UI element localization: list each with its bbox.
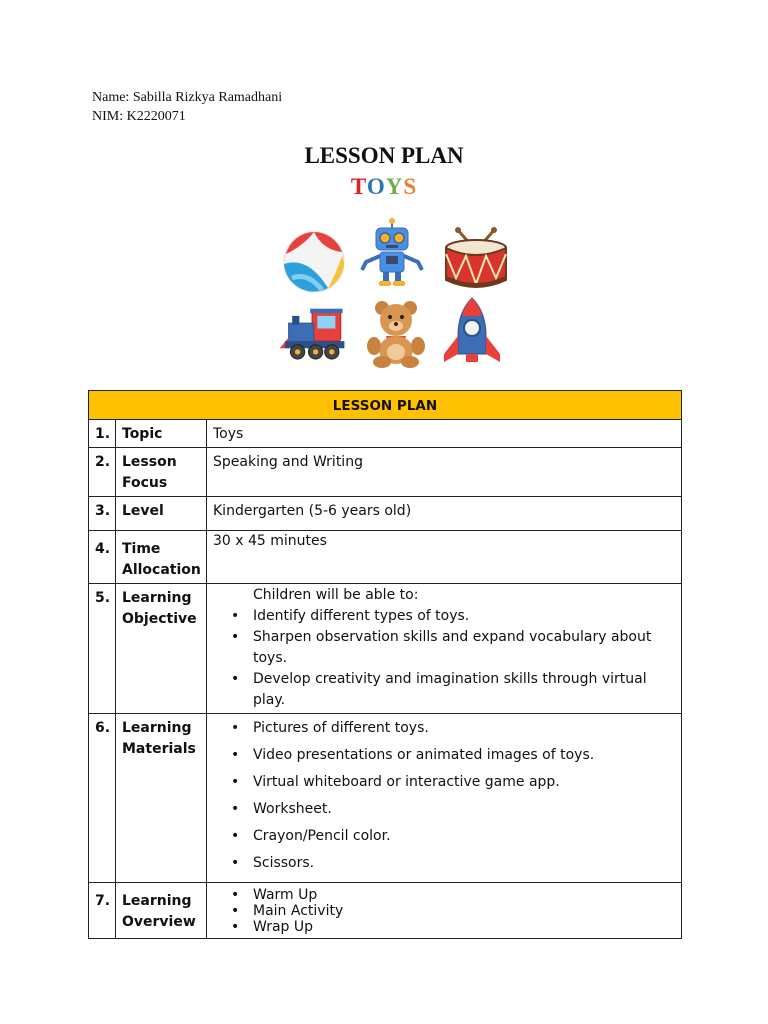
table-header-row: [89, 391, 682, 420]
rocket-icon: [436, 296, 508, 366]
row-value: [207, 714, 682, 883]
row-label: Topic: [116, 420, 207, 448]
list-item: • Sharpen observation skills and expand vocabulary about toys.: [253, 627, 675, 669]
document-title: LESSON PLAN: [304, 143, 464, 168]
list-item: • Wrap Up: [253, 919, 675, 935]
materials-list: [213, 718, 675, 874]
list-item: • Warm Up: [253, 887, 675, 903]
teddy-bear-icon: [360, 298, 432, 368]
row-value: [207, 883, 682, 939]
beach-ball-icon: [278, 226, 350, 296]
list-item: • Virtual whiteboard or interactive game app.: [253, 772, 675, 793]
student-nim: NIM: K2220071: [92, 109, 186, 124]
row-label: Time Allocation: [116, 531, 207, 584]
objective-list: [213, 606, 675, 711]
row-number: 4.: [89, 531, 116, 584]
subtitle-letter-y: Y: [385, 174, 404, 199]
row-label: Learning Materials: [116, 714, 207, 883]
row-number: 3.: [89, 497, 116, 531]
table-header: LESSON PLAN: [89, 391, 682, 420]
list-item: • Main Activity: [253, 903, 675, 919]
row-label: Learning Objective: [116, 584, 207, 714]
row-value: Toys: [207, 420, 682, 448]
robot-icon: [356, 218, 428, 288]
list-item: • Crayon/Pencil color.: [253, 826, 675, 847]
objective-intro: Children will be able to:: [253, 587, 419, 603]
row-value: 30 x 45 minutes: [207, 531, 682, 584]
row-label: Lesson Focus: [116, 448, 207, 497]
table-row: [89, 531, 682, 584]
table-row: [89, 497, 682, 531]
list-item: • Scissors.: [253, 853, 675, 874]
table-row: [89, 584, 682, 714]
list-item: • Worksheet.: [253, 799, 675, 820]
list-item: • Video presentations or animated images of toys.: [253, 745, 675, 766]
row-value: Kindergarten (5-6 years old): [207, 497, 682, 531]
list-item: • Develop creativity and imagination skills through virtual play.: [253, 669, 675, 711]
document-subtitle: [0, 174, 768, 200]
list-item: • Identify different types of toys.: [253, 606, 675, 627]
train-icon: [276, 298, 348, 368]
student-info: [92, 88, 282, 126]
subtitle-letter-o: O: [366, 174, 386, 199]
row-number: 6.: [89, 714, 116, 883]
subtitle-letter-t: T: [350, 174, 367, 199]
row-number: 1.: [89, 420, 116, 448]
table-row: [89, 448, 682, 497]
table-row: [89, 714, 682, 883]
list-item: • Pictures of different toys.: [253, 718, 675, 739]
row-value: Speaking and Writing: [207, 448, 682, 497]
table-row: [89, 883, 682, 939]
overview-list: [213, 887, 675, 935]
row-number: 2.: [89, 448, 116, 497]
student-name: Name: Sabilla Rizkya Ramadhani: [92, 90, 283, 105]
row-value: [207, 584, 682, 714]
row-label: Learning Overview: [116, 883, 207, 939]
row-number: 7.: [89, 883, 116, 939]
table-row: [89, 420, 682, 448]
drum-icon: [440, 226, 512, 296]
subtitle-letter-s: S: [403, 174, 418, 199]
lesson-plan-table: [88, 390, 682, 939]
row-number: 5.: [89, 584, 116, 714]
row-label: Level: [116, 497, 207, 531]
